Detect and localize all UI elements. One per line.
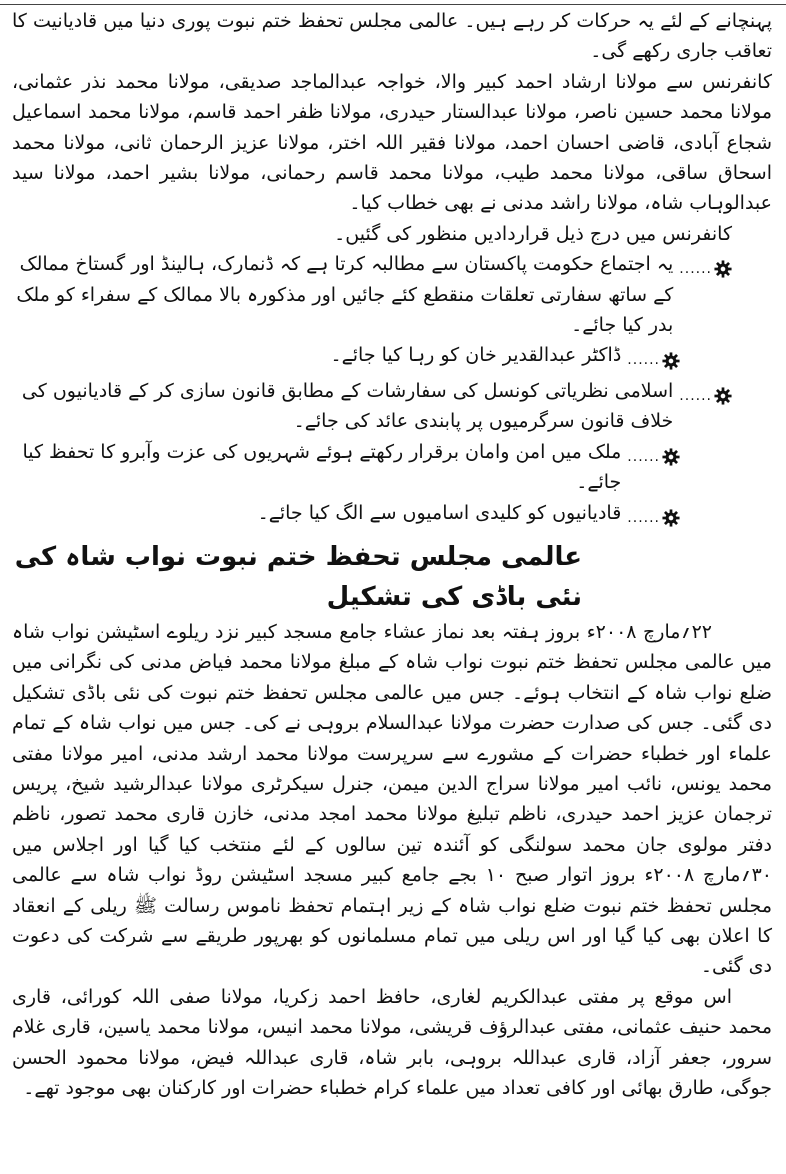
gear-icon: [662, 448, 680, 466]
resolution-text: اسلامی نظریاتی کونسل کی سفارشات کے مطابق قانون سازی کر کے قادیانیوں کی خلاف قانون سرگرمیوں پر پابندی عائد کی جائے۔: [21, 379, 674, 433]
bullet-dots: ......: [627, 509, 660, 526]
resolution-item: [12, 376, 772, 437]
gear-icon: [662, 352, 680, 370]
top-rule: [0, 0, 786, 5]
resolutions-list: [12, 249, 772, 533]
resolution-text: قادیانیوں کو کلیدی اسامیوں سے الگ کیا جائے۔: [257, 501, 622, 524]
bullet-dots: ......: [627, 448, 660, 465]
bullet-marker: [679, 381, 732, 411]
section-paragraph: ۲۲؍مارچ ۲۰۰۸ء بروز ہفتہ بعد نماز عشاء جامع مسجد کبیر نزد ریلوے اسٹیشن نواب شاہ میں عالمی مجلس تحفظ ختم نبوت نواب شاہ کے مبلغ مولانا محمد فیاض مدنی کی نگرانی میں ضلع نواب شاہ کے انتخاب ہوئے۔ جس میں عالمی مجلس تحفظ ختم نبوت کی نئی باڈی تشکیل دی گئی۔ جس کی صدارت حضرت مولانا عبدالسلام بروہی نے کی۔ جس میں نواب شاہ کے تمام علماء اور خطباء حضرات کے مشورے سے سرپرست مولانا محمد ارشد مدنی، امیر مولانا مفتی محمد یونس، نائب امیر مولانا سراج الدین میمن، جنرل سیکرٹری مولانا عبدالرشید شیخ، پریس ترجمان عزیز احمد حیدری، ناظم تبلیغ مولانا محمد امجد مدنی، خازن قاری محمد تصور، ناظم دفتر مولوی جان محمد سولنگی کو آئندہ تین سالوں کے لئے منتخب کیا گیا اور اجلاس میں ۳۰؍مارچ ۲۰۰۸ء بروز اتوار صبح ۱۰ بجے جامع کبیر مسجد اسٹیشن روڈ نواب شاہ سے عالمی مجلس تحفظ ختم نبوت ضلع نواب شاہ کے زیر اہتمام تحفظ ناموس رسالت ﷺ ریلی کے انعقاد کا اعلان بھی کیا گیا اور اس ریلی میں تمام مسلمانوں کو بھرپور طریقے سے شرکت کی دعوت دی گئی۔: [12, 620, 772, 978]
gear-icon: [714, 387, 732, 405]
resolution-text: ڈاکٹر عبدالقدیر خان کو رہا کیا جائے۔: [330, 344, 622, 367]
intro-line: پہنچانے کے لئے یہ حرکات کر رہے ہیں۔ عالمی مجلس تحفظ ختم نبوت پوری دنیا میں قادیانیت کا تعاقب جاری رکھے گی۔: [12, 10, 772, 63]
resolution-item: [12, 437, 772, 498]
bullet-marker: [679, 254, 732, 284]
speakers-paragraph: کانفرنس سے مولانا ارشاد احمد کبیر والا، خواجہ عبدالماجد صدیقی، مولانا محمد نذر عثمانی، مولانا محمد حسین ناصر، مولانا عبدالستار حیدری، مولانا ظفر احمد قاسم، مولانا محمد اسماعیل شجاع آبادی، قاضی احسان احمد، مولانا فقیر اللہ اختر، مولانا عزیز الرحمان ثانی، مولانا محمد اسحاق ساقی، مولانا محمد طیب، مولانا محمد قاسم رحمانی، مولانا بشیر احمد، مولانا سید عبدالوہاب شاہ، مولانا راشد مدنی نے بھی خطاب کیا۔: [12, 70, 772, 215]
resolution-text: یہ اجتماع حکومت پاکستان سے مطالبہ کرتا ہے کہ ڈنمارک، ہالینڈ اور گستاخ ممالک کے ساتھ سفارتی تعلقات منقطع کئے جائیں اور مذکورہ بالا ممالک کے سفراء کو ملک بدر کیا جائے۔: [16, 253, 674, 337]
resolutions-intro: کانفرنس میں درج ذیل قراردادیں منظور کی گئیں۔: [334, 222, 732, 245]
bullet-dots: ......: [679, 261, 712, 278]
bullet-marker: [627, 345, 680, 375]
bullet-marker: [627, 503, 680, 533]
resolution-item: [12, 498, 772, 533]
resolution-item: [12, 340, 772, 375]
intro-block: [12, 0, 772, 249]
section-heading: عالمی مجلس تحفظ ختم نبوت نواب شاہ کی نئی باڈی کی تشکیل: [14, 541, 582, 612]
attendees-paragraph: اس موقع پر مفتی عبدالکریم لغاری، حافظ احمد زکریا، مولانا صفی اللہ کورائی، قاری محمد حنیف عثمانی، مفتی عبدالرؤف قریشی، مولانا محمد انیس، مولانا محمد یاسین، قاری غلام سرور، جعفر آزاد، قاری عبداللہ بروہی، بابر شاہ، قاری عبداللہ فیض، مولانا محمود الحسن جوگی، طارق بھائی اور کافی تعداد میں علماء کرام خطباء حضرات اور کارکنان بھی موجود تھے۔: [12, 985, 772, 1099]
gear-icon: [662, 509, 680, 527]
resolution-item: [12, 249, 772, 340]
bullet-dots: ......: [679, 387, 712, 404]
bullet-marker: [627, 442, 680, 472]
gear-icon: [714, 260, 732, 278]
bullet-dots: ......: [627, 352, 660, 369]
resolution-text: ملک میں امن وامان برقرار رکھتے ہوئے شہریوں کی عزت وآبرو کا تحفظ کیا جائے۔: [22, 440, 622, 494]
